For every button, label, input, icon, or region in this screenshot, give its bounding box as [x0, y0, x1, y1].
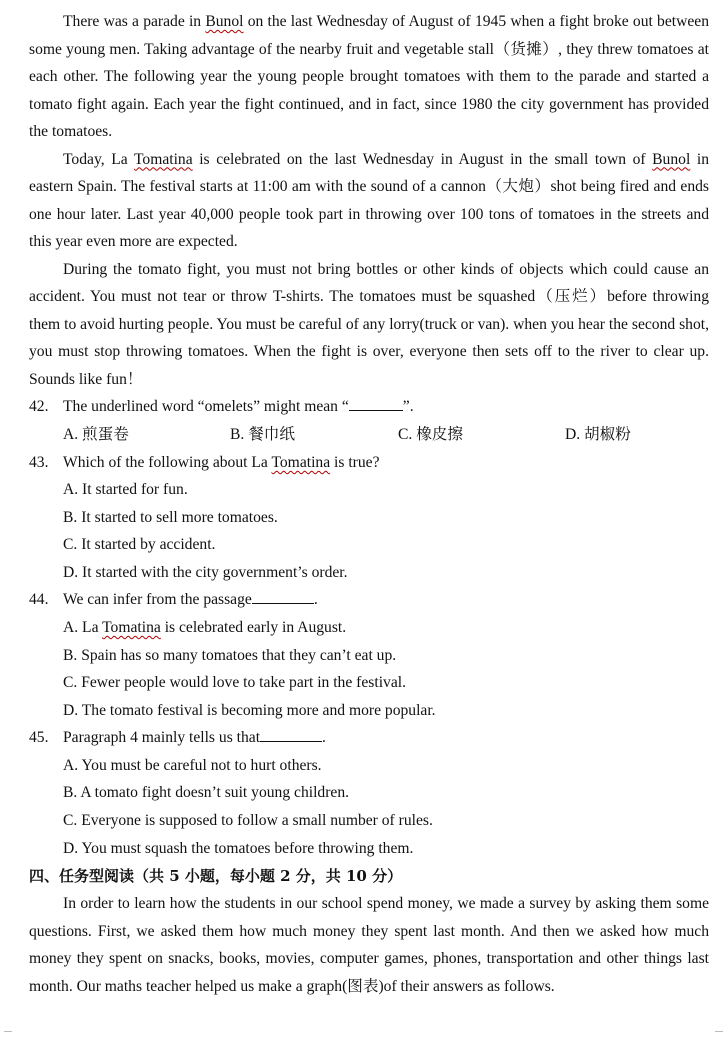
- crop-mark: [4, 1031, 12, 1040]
- section-heading: 四、任务型阅读（共 5 小题，每小题 2 分，共 10 分）: [29, 867, 403, 885]
- underlined-word-bunol: Bunol: [652, 150, 691, 168]
- crop-mark: [715, 1031, 723, 1040]
- option-a[interactable]: A. You must be careful not to hurt others.: [63, 757, 322, 774]
- option-b[interactable]: B. A tomato fight doesn’t suit young children.: [63, 784, 350, 801]
- option-b[interactable]: B. 餐巾纸: [230, 426, 295, 443]
- answer-blank: [260, 741, 322, 742]
- option-d[interactable]: D. 胡椒粉: [565, 426, 631, 443]
- option-d[interactable]: D. The tomato festival is becoming more and more popular.: [63, 702, 436, 719]
- underlined-word-bunol: Bunol: [205, 13, 244, 30]
- passage-paragraph-2: Today, La Tomatina is celebrated on the last Wednesday in August in the small town of Bunol in eastern Spain. The festival starts at 11:00 am with the sound of a cannon（大炮）shot being fired and ends one hour later. Last year 40,000 people took part in throwing over 100 tons of tomatoes in the streets and this year even more are expected.: [29, 150, 709, 250]
- passage-paragraph-3: During the tomato fight, you must not bring bottles or other kinds of objects which could cause an accident. You must not tear or throw T-shirts. The tomatoes must be squashed（压烂）before throwing them to avoid hurting people. You must be careful of any lorry(truck or van). when you hear the second shot, you must stop throwing tomatoes. When the fight is over, everyone then sets off to the river to clear up. Sounds like fun！: [29, 260, 709, 388]
- option-a[interactable]: A. La Tomatina is celebrated early in August.: [63, 619, 347, 636]
- question-45: 45. Paragraph 4 mainly tells us that .: [29, 729, 326, 746]
- option-d[interactable]: D. You must squash the tomatoes before throwing them.: [63, 840, 414, 857]
- option-c[interactable]: C. Everyone is supposed to follow a small number of rules.: [63, 812, 433, 829]
- underlined-word-tomatina: Tomatina: [133, 150, 193, 168]
- passage: [29, 8, 709, 393]
- answer-blank: [252, 603, 314, 604]
- question-44: 44. We can infer from the passage .: [29, 591, 318, 608]
- option-c[interactable]: C. Fewer people would love to take part in the festival.: [63, 674, 406, 691]
- option-b[interactable]: B. Spain has so many tomatoes that they can’t eat up.: [63, 647, 397, 664]
- option-a[interactable]: A. It started for fun.: [63, 481, 188, 498]
- option-c[interactable]: C. 橡皮擦: [398, 426, 463, 443]
- option-c[interactable]: C. It started by accident.: [63, 536, 216, 553]
- option-b[interactable]: B. It started to sell more tomatoes.: [63, 509, 278, 526]
- question-43: 43. Which of the following about La Tomatina is true?: [29, 454, 380, 471]
- answer-blank: [349, 410, 403, 411]
- passage-paragraph-1: There was a parade in Bunol on the last Wednesday of August of 1945 when a fight broke out between some young men. Taking advantage of the nearby fruit and vegetable stall（货摊）, they threw tomatoes at each other. The following year the young people brought tomatoes with them to the parade and started a tomato fight again. Each year the fight continued, and in fact, since 1980 the city government has provided the tomatoes.: [29, 13, 710, 140]
- section-paragraph: In order to learn how the students in our school spend money, we made a survey by asking them some questions. First, we asked them how much money they spent last month. And then we asked how much money they spent on snacks, books, movies, computer games, phones, transportation and other things last month. Our maths teacher helped us make a graph(图表)of their answers as follows.: [29, 895, 709, 995]
- question-42: 42. The underlined word “omelets” might mean “ ”.: [29, 398, 414, 415]
- option-a[interactable]: A. 煎蛋卷: [63, 426, 129, 443]
- option-d[interactable]: D. It started with the city government’s order.: [63, 564, 348, 581]
